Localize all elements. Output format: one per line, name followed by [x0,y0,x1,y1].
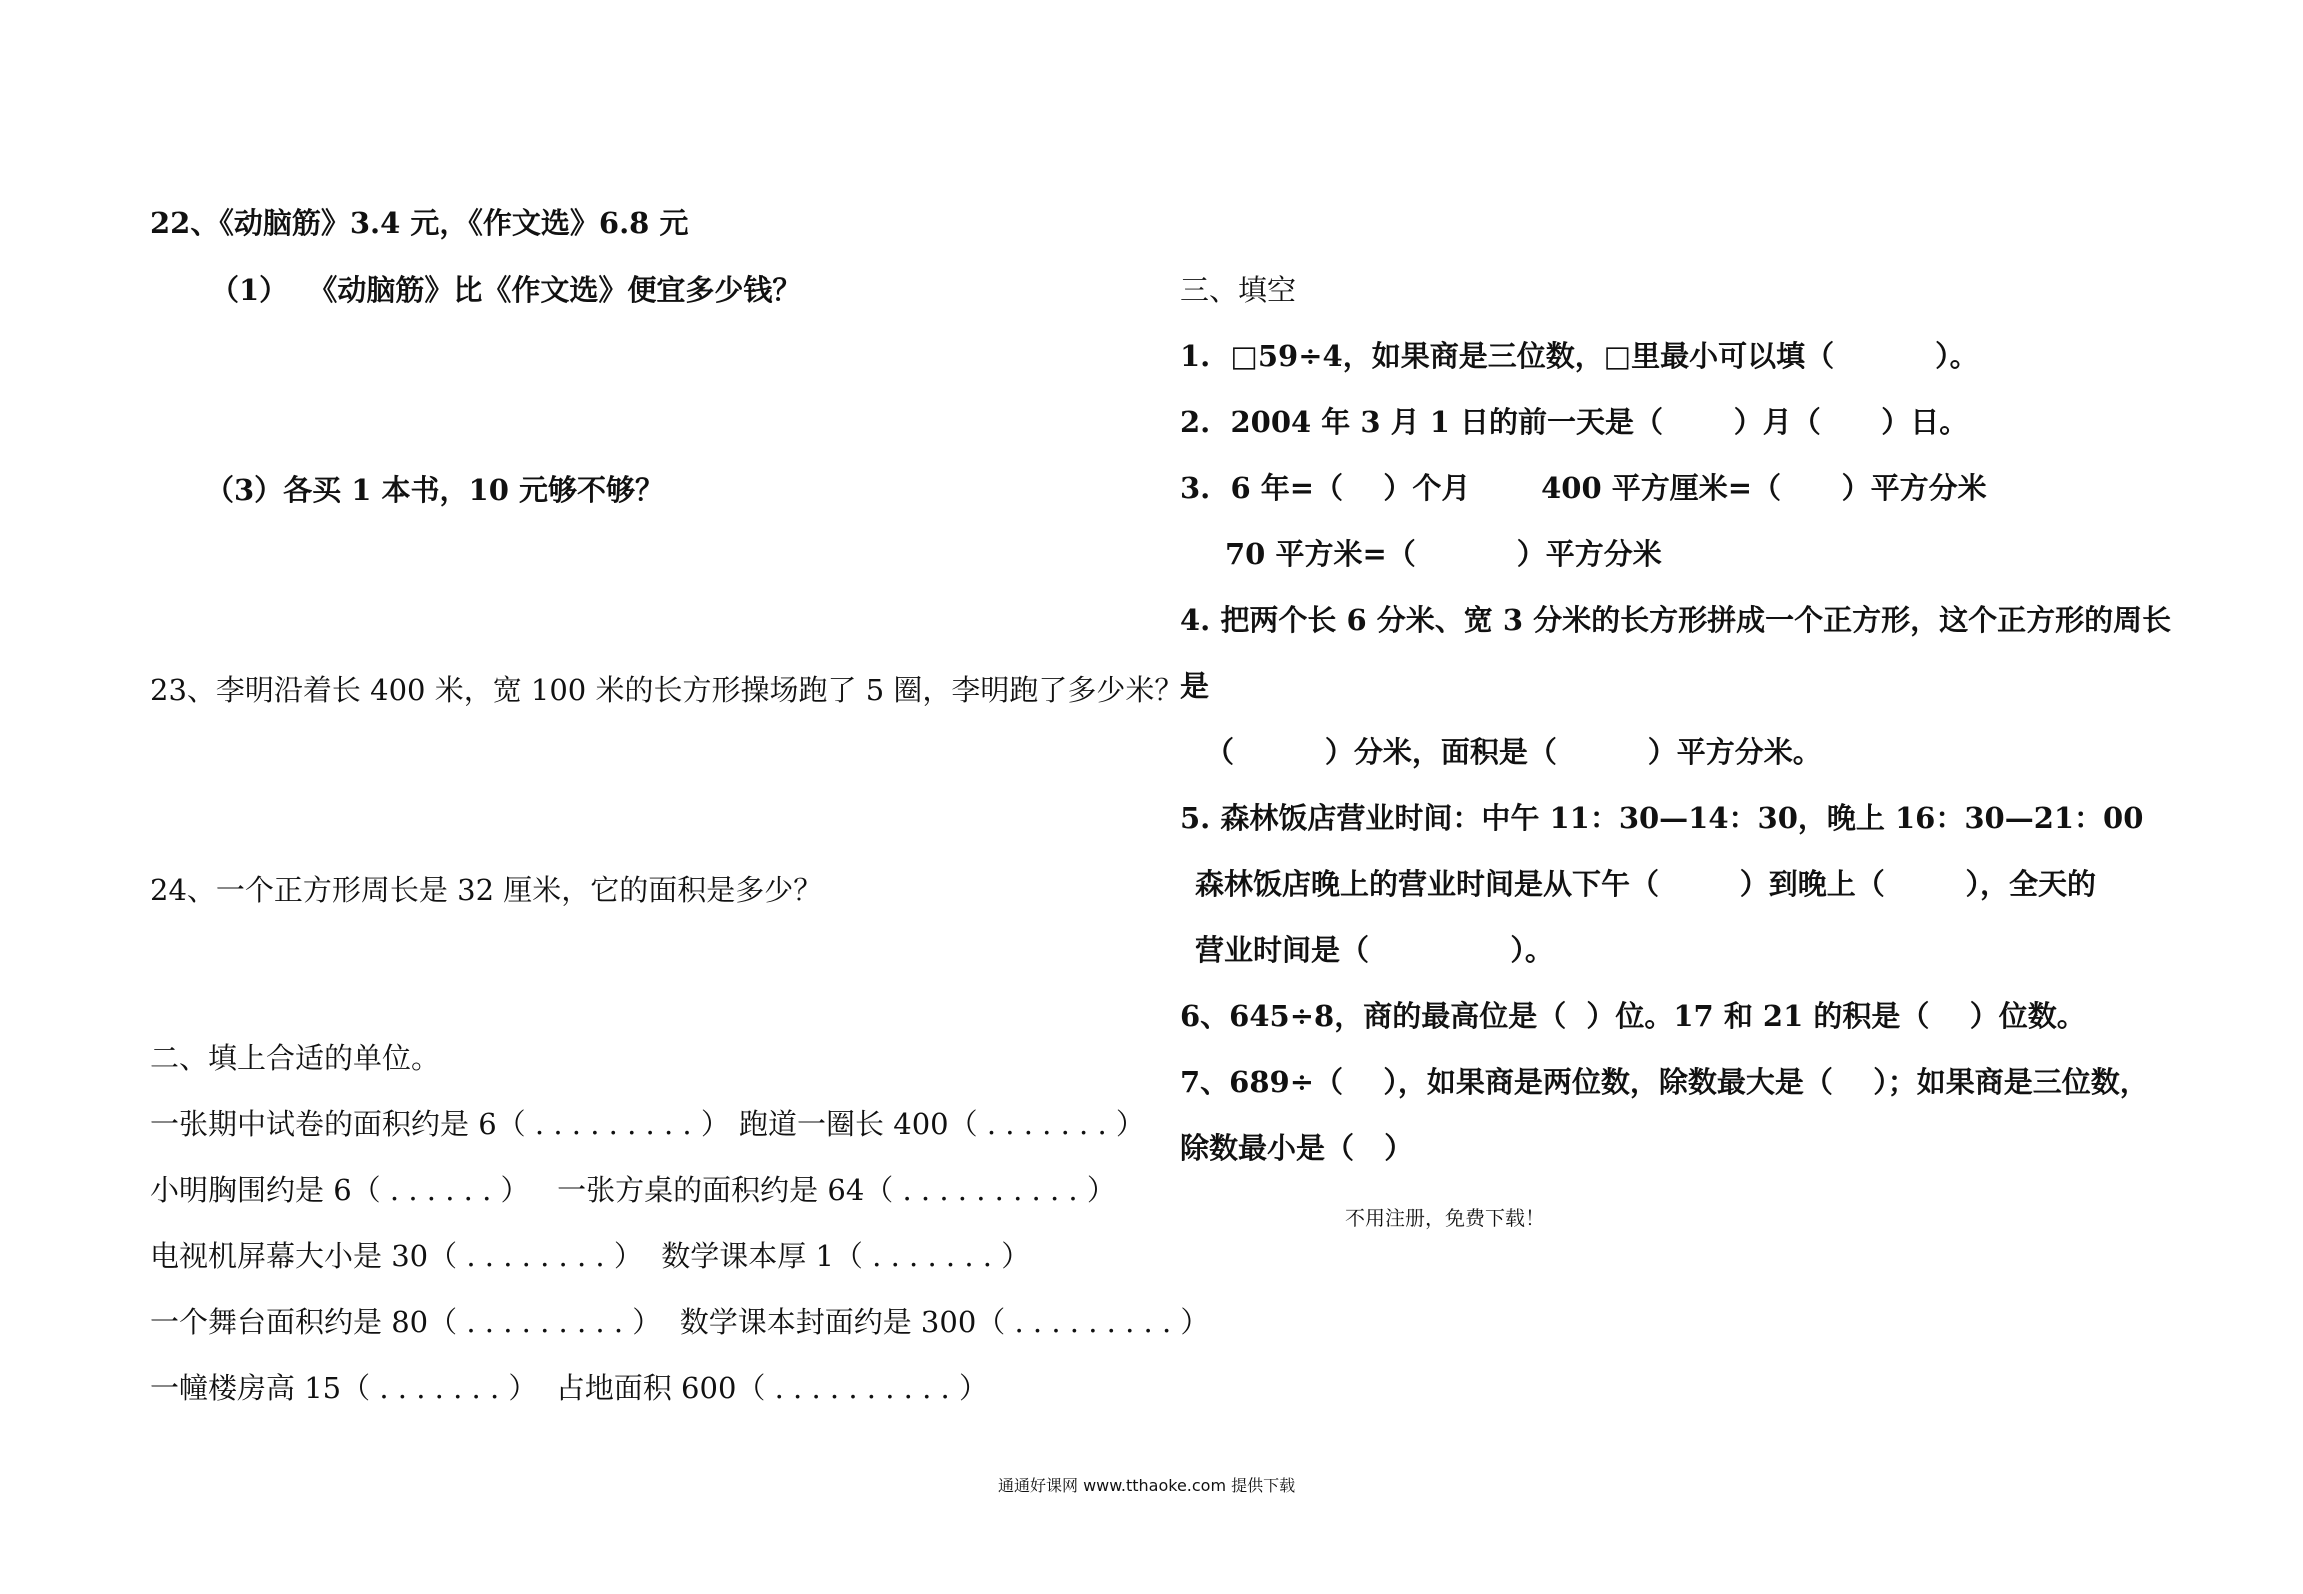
fill-item-1: 1. □59÷4，如果商是三位数，□里最小可以填（ ）。 [1180,339,1979,373]
fill-item-5c: 营业时间是（ ）。 [1195,933,1554,967]
section3-title: 三、填空 [1180,273,1297,307]
fill-item-4b: 是 [1180,669,1210,703]
unit-row-4: 一个舞台面积约是 80（ . . . . . . . . . ） 数学课本封面约是 300（ . . . . . . . . . ） [150,1305,1210,1339]
fill-item-7b: 除数最小是（ ） [1180,1131,1414,1165]
fill-item-2: 2. 2004 年 3 月 1 日的前一天是（ ）月（ ）日。 [1180,405,1969,439]
q22-title: 22、《动脑筋》3.4 元，《作文选》6.8 元 [150,206,689,240]
q22-part1: （1） 《动脑筋》比《作文选》便宜多少钱？ [210,273,802,307]
free-download-note: 不用注册，免费下载！ [1345,1206,1545,1230]
fill-item-6: 6、645÷8，商的最高位是（ ）位。17 和 21 的积是（ ）位数。 [1180,999,2086,1033]
unit-row-2: 小明胸围约是 6（ . . . . . . ） 一张方桌的面积约是 64（ . . . . . . . . . . ） [150,1173,1116,1207]
section2-title: 二、填上合适的单位。 [150,1041,441,1075]
q22-part3: （3）各买 1 本书，10 元够不够？ [205,473,665,507]
fill-item-4c: （ ）分米，面积是（ ）平方分米。 [1205,735,1822,769]
unit-row-3: 电视机屏幕大小是 30（ . . . . . . . . ） 数学课本厚 1（ . . . . . . . ） [150,1239,1031,1273]
fill-item-5b: 森林饭店晚上的营业时间是从下午（ ）到晚上（ ），全天的 [1195,867,2097,901]
footer-source: 通通好课网 www.tthaoke.com 提供下载 [998,1476,1296,1495]
unit-row-5: 一幢楼房高 15（ . . . . . . . ） 占地面积 600（ . . . . . . . . . . ） [150,1371,988,1405]
unit-row-1: 一张期中试卷的面积约是 6（ . . . . . . . . . ） 跑道一圈长 400（ . . . . . . . ） [150,1107,1145,1141]
fill-item-3b: 70 平方米=（ ）平方分米 [1225,537,1662,571]
q23: 23、李明沿着长 400 米，宽 100 米的长方形操场跑了 5 圈，李明跑了多少米？ [150,673,1184,707]
fill-item-5: 5. 森林饭店营业时间：中午 11：30—14：30，晚上 16：30—21：00 [1180,801,2144,835]
fill-item-7: 7、689÷（ ），如果商是两位数，除数最大是（ ）；如果商是三位数， [1180,1065,2149,1099]
fill-item-3: 3. 6 年=（ ）个月 400 平方厘米=（ ）平方分米 [1180,471,1987,505]
fill-item-4: 4. 把两个长 6 分米、宽 3 分米的长方形拼成一个正方形，这个正方形的周长 [1180,603,2172,637]
q24: 24、一个正方形周长是 32 厘米，它的面积是多少？ [150,873,823,907]
